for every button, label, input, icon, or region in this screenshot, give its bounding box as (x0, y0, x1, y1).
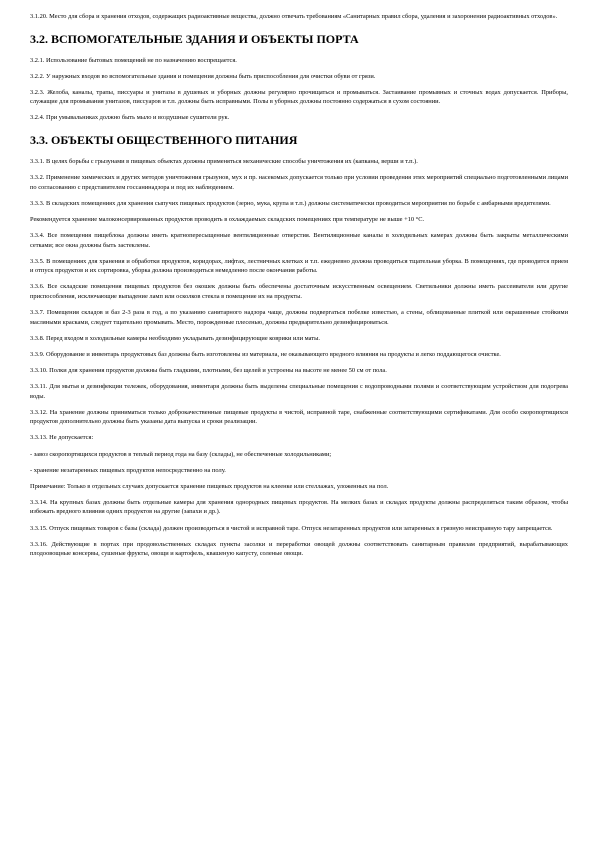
paragraph: 3.3.11. Для мытья и дезинфекции тележек, оборудования, инвентаря должны быть выделены специальные помещения с водопроводными полями и соответствующим устройством для подогрева воды. (30, 383, 568, 400)
spacer (30, 46, 568, 56)
paragraph: 3.2.4. При умывальниках должно быть мыло и воздушные сушители рук. (30, 114, 230, 122)
paragraph: 3.2.1. Использование бытовых помещений не по назначению воспрещается. (30, 56, 237, 64)
paragraph: 3.3.2. Применение химических и других методов уничтожения грызунов, мух и пр. насекомых допускается только при условии проведения этих мероприятий специально подготовленными лицами по согласованию с представителем госсанинадзора и под их наблюдением. (30, 174, 568, 191)
paragraph: Примечание: Только в отдельных случаях допускается хранение пищевых продуктов на клеенке или стеллажах, уложенных на пол. (30, 482, 389, 490)
paragraph: 3.3.12. На хранение должны приниматься только доброкачественные пищевые продукты в чистой, исправной таре, снабженные соответствующими сертификатами. Для особо скоропортящихся продуктов дополнительно должны быть указаны дата выпуска и сроки реализации. (30, 408, 568, 426)
paragraph: 3.3.8. Перед входом в холодильные камеры необходимо укладывать дезинфицирующие коврики или маты. (30, 334, 320, 342)
paragraph: 3.3.13. Не допускается: (30, 434, 94, 442)
spacer (30, 147, 568, 157)
paragraph: 3.2.3. Желоба, каналы, трапы, писсуары и унитазы в душевых и уборных должны регулярно прочищаться и промываться. Застаивание промывных и сточных водах допускается. Приборы, служащие для промывания унитазов, писсуаров и т.п. должны быть исправными. Полы в уборных должны постоянно содержаться в сухом состоянии. (30, 88, 568, 106)
section-heading: 3.2. ВСПОМОГАТЕЛЬНЫЕ ЗДАНИЯ И ОБЪЕКТЫ ПОРТА (30, 31, 359, 46)
paragraph: 3.3.1. В целях борьбы с грызунами в пищевых объектах должны применяться механические способы уничтожения их (капканы, верши и т.п.). (30, 158, 418, 166)
paragraph: 3.3.10. Полки для хранения продуктов должны быть гладкими, плотными, без щелей и устроены на высоте не менее 50 см от пола. (30, 366, 387, 374)
document-page (30, 12, 568, 559)
spacer (30, 22, 568, 32)
paragraph: 3.3.3. В складских помещениях для хранения сыпучих пищевых продуктов (зерно, мука, крупа и т.п.) должны систематически проводиться мероприятия по борьбе с амбарными вредителями. (30, 199, 551, 207)
paragraph: 3.3.5. В помещениях для хранения и обработки продуктов, коридорах, лифтах, лестничных клетках и т.п. ежедневно должна проводиться тщательная уборка. В помещениях, где проводится прием и отпуск продуктов и их сортировка, уборка должна производиться немедленно после окончания работы. (30, 257, 568, 275)
paragraph: 3.3.15. Отпуск пищевых товаров с базы (склада) должен производиться в чистой и исправной таре. Отпуск незатаренных продуктов или затаренных в грязную неисправную тару запрещается. (30, 524, 553, 532)
paragraph: 3.3.9. Оборудование и инвентарь продуктовых баз должны быть изготовлены из материала, не оказывающего вредного влияния на продукты и легко поддающегося очистке. (30, 350, 501, 358)
paragraph: - хранение незатаренных пищевых продуктов непосредственно на полу. (30, 466, 226, 474)
paragraph: 3.3.4. Все помещения пищеблока должны иметь кратнопересыщенные вентиляционные отверстия. Вентиляционные каналы в холодильных камерах должны быть закрыты металлическими сетками; все окна должны быть застеклены. (30, 232, 568, 249)
paragraph: 3.3.16. Действующие в портах при продовольственных складах пункты засолки и переработки овощей должны соответствовать санитарным правилам предприятий, вырабатывающих плодоовощные консервы, сушеные фрукты, овощи и картофель, квашеную капусту, соленые овощи. (30, 540, 568, 558)
paragraph: 3.3.7. Помещения складов и баз 2-3 раза в год, а по указанию санитарного надзора чаще, должны подвергаться побелке известью, а стены, облицованные плиткой или окрашенные стойкими масляными красками, следует тщательно промывать. Место, порожденные плесенью, должны предварительно дезинфицироваться. (30, 309, 568, 326)
paragraph: 3.2.2. У наружных входов во вспомогательные здания и помещения должны быть приспособления для очистки обуви от грязи. (30, 72, 376, 80)
spacer (30, 123, 568, 133)
paragraph: 3.1.20. Место для сбора и хранения отходов, содержащих радиоактивные вещества, должно отвечать требованиям «Санитарных правил сбора, удаления и захоронения радиоактивных отходов». (30, 13, 558, 20)
section-heading: 3.3. ОБЪЕКТЫ ОБЩЕСТВЕННОГО ПИТАНИЯ (30, 133, 298, 148)
paragraph: - завоз скоропортящихся продуктов в теплый период года на базу (склады), не обеспеченные холодильниками; (30, 450, 332, 458)
paragraph: 3.3.6. Все складские помещения пищевых продуктов без окошек должны быть обеспечены достаточным искусственным освещением. Светильники должны иметь рассеиватели или другие приспособления, исключающие выпадение ламп или осколков стекла в помещение их на продукты. (30, 283, 568, 300)
paragraph: Рекомендуется хранение малоконсервированных продуктов проводить в охлаждаемых складских помещениях при температуре не выше +10 °С. (30, 215, 425, 223)
paragraph: 3.3.14. На крупных базах должны быть отдельные камеры для хранения однородных пищевых продуктов. На мелких базах и складах продукты должны распределяться таким образом, чтобы избежать вредного влияния одних продуктов на другие (запахи и др.). (30, 498, 568, 516)
